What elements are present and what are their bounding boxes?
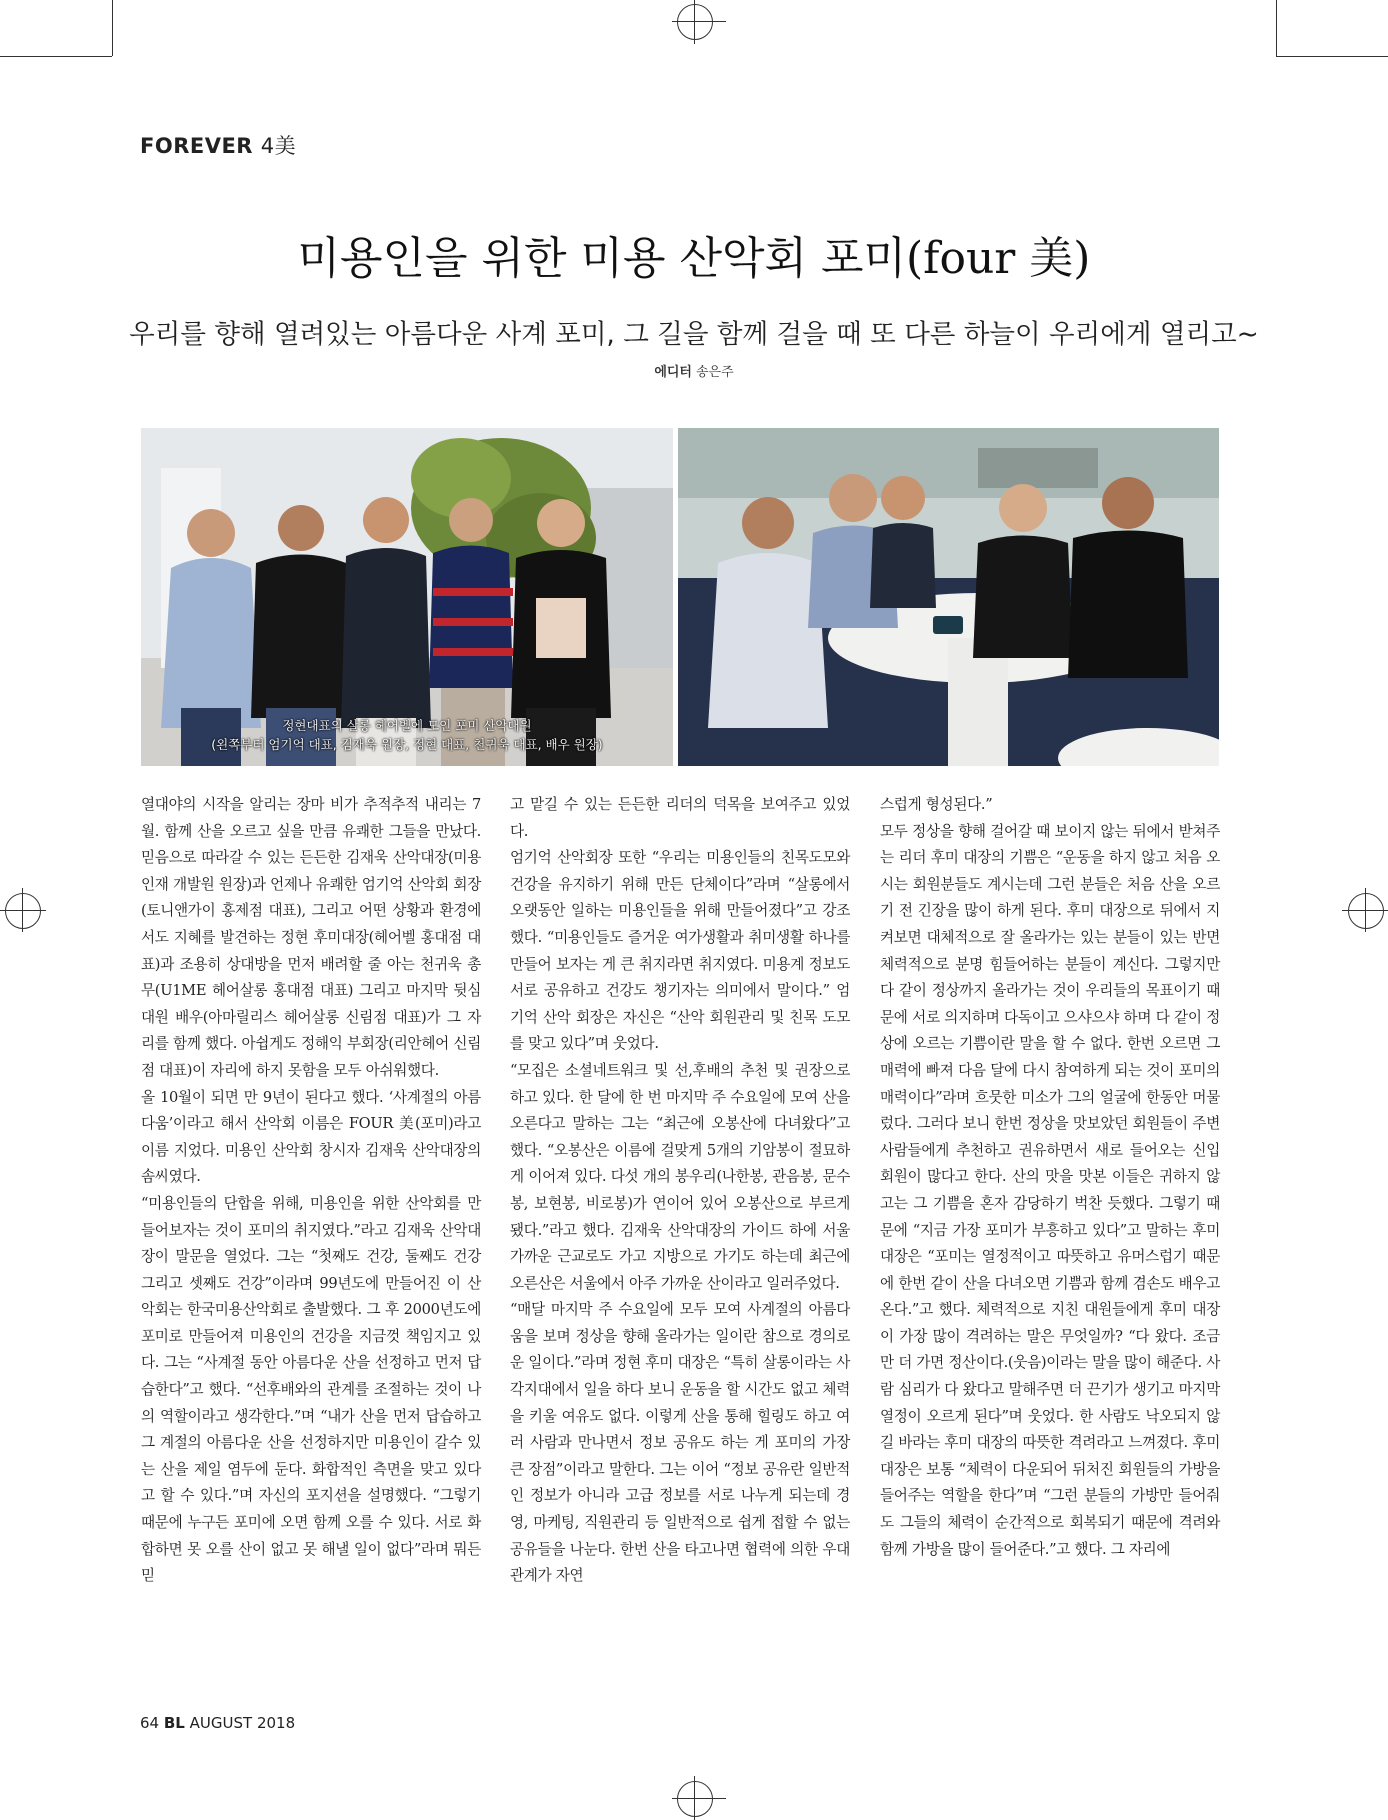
photo-caption-line2: (왼쪽부터 엄기억 대표, 김재욱 원장, 정현 대표, 천귀욱 대표, 배우 원장) xyxy=(211,737,603,752)
magazine-name: BL xyxy=(163,1714,185,1732)
page-footer xyxy=(140,1714,295,1732)
issue-date: AUGUST 2018 xyxy=(189,1714,296,1732)
page-number: 64 xyxy=(140,1714,160,1732)
crop-mark xyxy=(0,56,112,57)
article-column-1 xyxy=(141,792,481,1590)
byline xyxy=(0,361,1388,380)
section-label: FOREVER xyxy=(140,134,253,158)
registration-mark xyxy=(677,4,713,40)
section-sub: 4美 xyxy=(260,134,297,158)
article-column-2 xyxy=(510,792,850,1590)
photo-caption xyxy=(141,716,673,754)
paragraph: “미용인들의 단합을 위해, 미용인을 위한 산악회를 만들어보자는 것이 포미의 취지였다.”라고 김재욱 산악대장이 말문을 열었다. 그는 “첫째도 건강, 둘째도 건강 그리고 셋째도 건강”이라며 99년도에 만들어진 이 산악회는 한국미용산악회로 출발했다. 그 후 2000년도에 포미로 만들어져 미용인의 건강을 지금껏 책임지고 있다. 그는 “사계절 동안 아름다운 산을 선정하고 먼저 답습한다”고 했다. “선후배와의 관계를 조절하는 것이 나의 역할이라고 생각한다.”며 “내가 산을 먼저 답습하고 그 계절의 아름다운 산을 선정하지만 미용인이 갈수 있는 산을 제일 염두에 둔다. 화합적인 측면을 맞고 있다고 할 수 있다.”며 자신의 포지션을 설명했다. “그렇기 때문에 누구든 포미에 오면 함께 오를 수 있다. 서로 화합하면 못 오를 산이 없고 못 해낼 일이 없다”라며 뭐든 믿 xyxy=(141,1194,481,1585)
byline-label: 에디터 xyxy=(654,365,692,380)
photo-caption-line1: 정현대표의 살롱 헤어벨에 모인 포미 산악대원 xyxy=(282,718,532,733)
paragraph: 모두 정상을 향해 걸어갈 때 보이지 않는 뒤에서 받쳐주는 리더 후미 대장의 기쁨은 “운동을 하지 않고 처음 오시는 회원분들도 계시는데 그런 분들은 처음 산을 오르기 전 긴장을 많이 하게 된다. 후미 대장으로 뒤에서 지켜보면 대체적으로 잘 올라가는 있는 분들이 있는 반면 체력적으로 분명 힘들어하는 분들이 계신다. 그렇지만 다 같이 정상까지 올라가는 것이 우리들의 목표이기 때문에 서로 의지하며 다독이고 으샤으샤 하며 다 같이 정상에 오르는 기쁨이란 말을 할 수 없다. 한번 오르면 그 매력에 빠져 다음 달에 다시 참여하게 되는 것이 포미의 매력이다”라며 흐뭇한 미소가 그의 얼굴에 한동안 머물렀다. 그러다 보니 한번 정상을 맛보았던 회원들이 주변 사람들에게 추천하고 권유하면서 새로 들어오는 신입 회원이 많다고 한다. 산의 맛을 맛본 이들은 귀하지 않고는 그 기쁨을 혼자 감당하기 벅찬 듯했다. 그렇기 때문에 “지금 가장 포미가 부흥하고 있다”고 말하는 후미 대장은 “포미는 열정적이고 따뜻하고 유머스럽기 때문에 한번 같이 산을 다녀오면 기쁨과 함께 겸손도 배우고 온다.”고 했다. 체력적으로 지친 대원들에게 후미 대장이 가장 많이 격려하는 말은 무엇일까? “다 왔다. 조금만 더 가면 정산이다.(웃음)이라는 말을 많이 해준다. 사람 심리가 다 왔다고 말해주면 더 끈기가 생기고 마지막 열정이 오르게 된다”며 웃었다. 한 사람도 낙오되지 않길 바라는 후미 대장의 따뜻한 격려라고 느껴졌다. 후미 대장은 보통 “체력이 다운되어 뒤처진 회원들의 가방을 들어주는 역할을 한다”며 “그런 분들의 가방만 들어줘도 그들의 체력이 순간적으로 회복되기 때문에 격려와 함께 가방을 많이 들어준다.”고 했다. 그 자리에 xyxy=(880,822,1220,1558)
article-title: 미용인을 위한 미용 산악회 포미(four 美) xyxy=(297,233,1091,284)
section-tag xyxy=(140,130,296,160)
article-column-3 xyxy=(880,792,1220,1563)
crop-mark xyxy=(1276,0,1277,56)
registration-mark xyxy=(5,893,41,929)
registration-mark xyxy=(677,1781,713,1817)
paragraph: 고 맡길 수 있는 든든한 리더의 덕목을 보여주고 있었다. xyxy=(510,796,850,840)
table-photo xyxy=(678,428,1219,766)
byline-name: 송은주 xyxy=(696,365,734,380)
paragraph: 열대야의 시작을 알리는 장마 비가 추적추적 내리는 7월. 함께 산을 오르고 싶을 만큼 유쾌한 그들을 만났다. 믿음으로 따라갈 수 있는 든든한 김재욱 산악대장(미용 인재 개발원 원장)과 언제나 유쾌한 엄기억 산악회 회장(토니앤가이 홍제점 대표), 그리고 어떤 상황과 환경에서도 지혜를 발견하는 정현 후미대장(헤어벨 홍대점 대표)과 조용히 상대방을 먼저 배려할 줄 아는 천귀욱 총무(U1ME 헤어살롱 홍대점 대표) 그리고 마지막 뒷심 대원 배우(아마릴리스 헤어살롱 신림점 대표)가 그 자리를 함께 했다. 아쉽게도 정해익 부회장(리안헤어 신림점 대표)이 자리에 하지 못함을 모두 아쉬워했다. xyxy=(141,796,481,1079)
paragraph: 스럽게 형성된다.” xyxy=(880,796,993,813)
registration-mark xyxy=(1348,893,1384,929)
paragraph: 엄기억 산악회장 또한 “우리는 미용인들의 친목도모와 건강을 유지하기 위해 만든 단체이다”라며 “살롱에서 오랫동안 일하는 미용인들을 위해 만들어졌다”고 강조했다. “미용인들도 즐거운 여가생활과 취미생활 하나를 만들어 보자는 게 큰 취지라면 취지였다. 미용계 정보도 서로 공유하고 건강도 챙기자는 의미에서 말이다.” 엄기억 산악 회장은 자신은 “산악 회원관리 및 친목 도모를 맞고 있다”며 웃었다. xyxy=(510,849,850,1053)
group-photo-salon xyxy=(141,428,673,766)
table-photo-illustration xyxy=(678,428,1219,766)
paragraph: 올 10월이 되면 만 9년이 된다고 했다. ‘사계절의 아름다움’이라고 해서 산악회 이름은 FOUR 美(포미)라고 이름 지었다. 미용인 산악회 창시자 김재욱 산악대장의 솜씨였다. xyxy=(141,1088,481,1186)
paragraph: “매달 마지막 주 수요일에 모두 모여 사계절의 아름다움을 보며 정상을 향해 올라가는 일이란 참으로 경의로운 일이다.”라며 정현 후미 대장은 “특히 살롱이라는 사각지대에서 일을 하다 보니 운동을 할 시간도 없고 체력을 키울 여유도 없다. 이렇게 산을 통해 힐링도 하고 여러 사람과 만나면서 정보 공유도 하는 게 포미의 가장 큰 장점”이라고 말한다. 그는 이어 “정보 공유란 일반적인 정보가 아니라 고급 정보를 서로 나누게 되는데 경영, 마케팅, 직원관리 등 일반적으로 쉽게 접할 수 없는 공유들을 나눈다. 한번 산을 타고나면 협력에 의한 우대 관계가 자연 xyxy=(510,1301,850,1585)
paragraph: “모집은 소셜네트워크 및 선,후배의 추천 및 권장으로 하고 있다. 한 달에 한 번 마지막 주 수요일에 모여 산을 오른다고 말하는 그는 “최근에 오봉산에 다녀왔다”고 했다. “오봉산은 이름에 걸맞게 5개의 기암봉이 절묘하게 이어져 있다. 다섯 개의 봉우리(나한봉, 관음봉, 문수봉, 보현봉, 비로봉)가 연이어 있어 오봉산으로 부르게 됐다.”라고 했다. 김재욱 산악대장의 가이드 하에 서울 가까운 근교로도 가고 지방으로 가기도 하는데 최근에 오른산은 서울에서 아주 가까운 산이라고 일러주었다. xyxy=(510,1061,850,1292)
article-subtitle: 우리를 향해 열려있는 아름다운 사계 포미, 그 길을 함께 걸을 때 또 다른 하늘이 우리에게 열리고~ xyxy=(129,319,1259,350)
crop-mark xyxy=(112,0,113,56)
crop-mark xyxy=(1276,56,1388,57)
